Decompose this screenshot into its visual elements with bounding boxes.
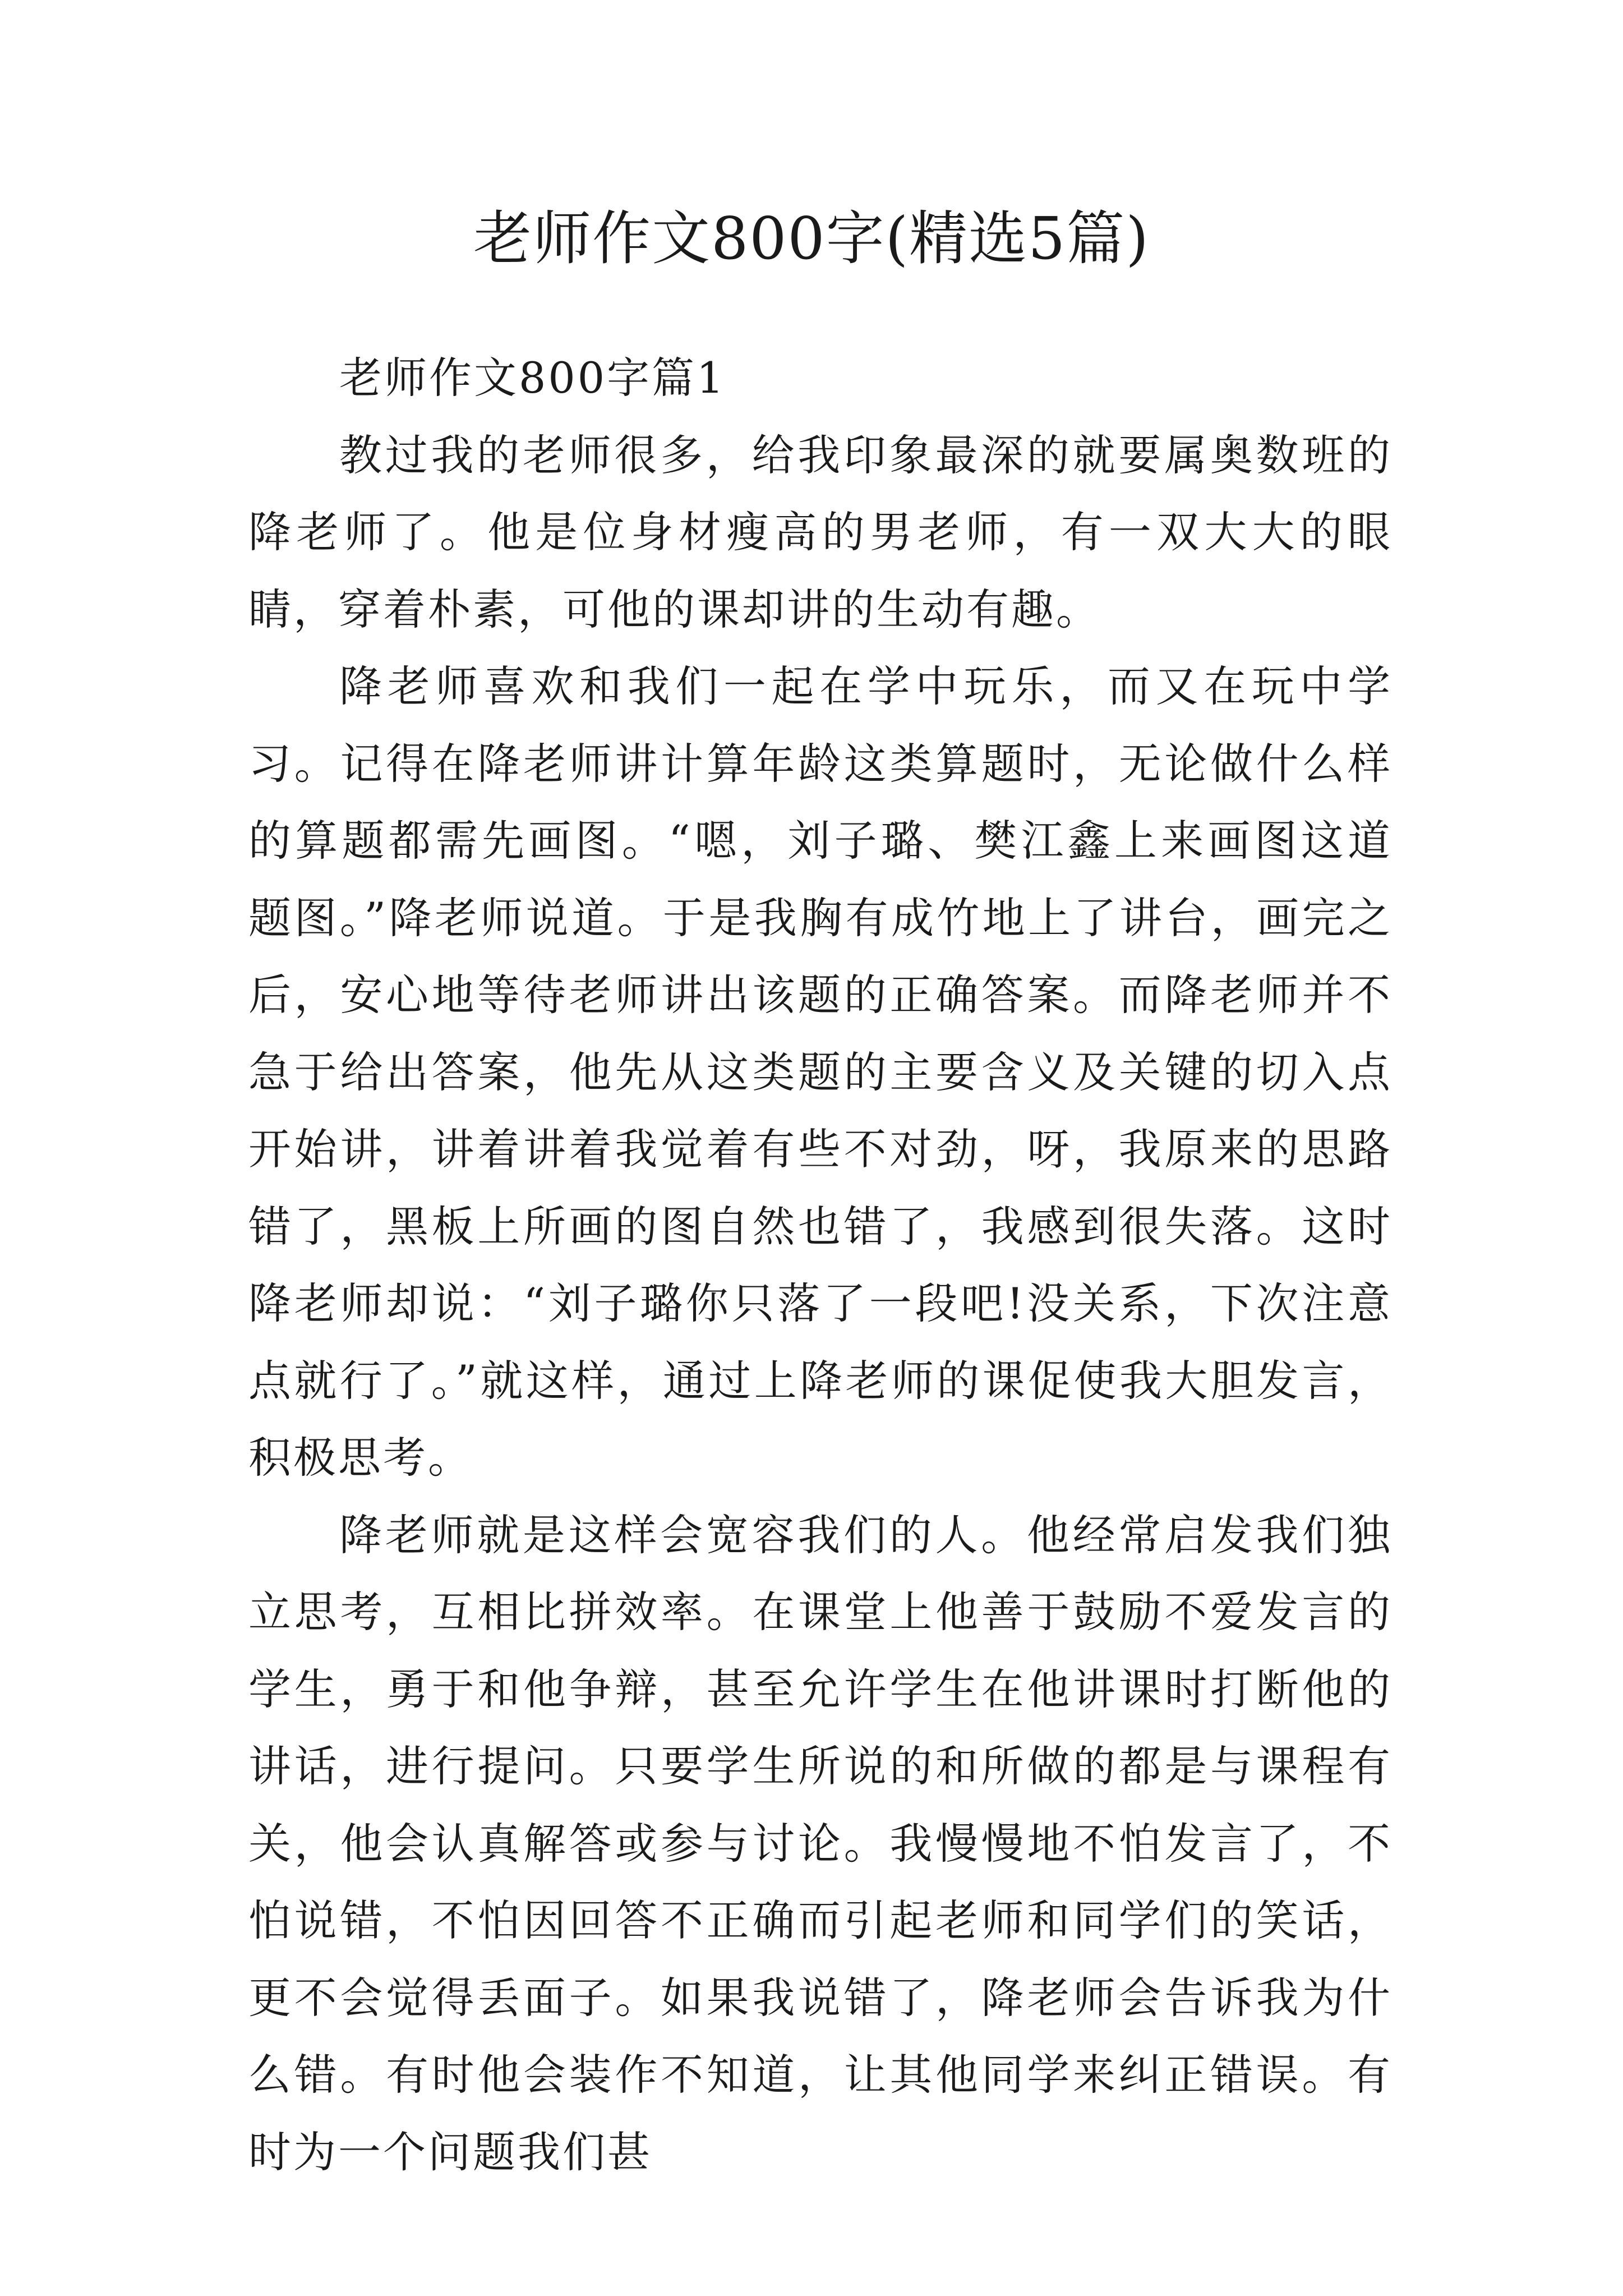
document-body bbox=[248, 339, 1393, 2191]
paragraph: 降老师喜欢和我们一起在学中玩乐，而又在玩中学习。记得在降老师讲计算年龄这类算题时，无论做什么样的算题都需先画图。“嗯，刘子璐、樊江鑫上来画图这道题图。”降老师说道。于是我胸有成竹地上了讲台，画完之后，安心地等待老师讲出该题的正确答案。而降老师并不急于给出答案，他先从这类题的主要含义及关键的切入点开始讲，讲着讲着我觉着有些不对劲，呀，我原来的思路错了，黑板上所画的图自然也错了，我感到很失落。这时降老师却说：“刘子璐你只落了一段吧!没关系，下次注意点就行了。”就这样，通过上降老师的课促使我大胆发言，积极思考。 bbox=[248, 661, 1393, 1483]
paragraph: 降老师就是这样会宽容我们的人。他经常启发我们独立思考，互相比拼效率。在课堂上他善于鼓励不爱发言的学生，勇于和他争辩，甚至允许学生在他讲课时打断他的讲话，进行提问。只要学生所说的和所做的都是与课程有关，他会认真解答或参与讨论。我慢慢地不怕发言了，不怕说错，不怕因回答不正确而引起老师和同学们的笑话，更不会觉得丢面子。如果我说错了，降老师会告诉我为什么错。有时他会装作不知道，让其他同学来纠正错误。有时为一个问题我们甚 bbox=[248, 1510, 1393, 2177]
document-title: 老师作文800字(精选5篇) bbox=[473, 204, 1150, 273]
section-heading: 老师作文800字篇1 bbox=[339, 353, 726, 403]
paragraph: 教过我的老师很多，给我印象最深的就要属奥数班的降老师了。他是位身材瘦高的男老师，有一双大大的眼睛，穿着朴素，可他的课却讲的生动有趣。 bbox=[248, 430, 1393, 634]
